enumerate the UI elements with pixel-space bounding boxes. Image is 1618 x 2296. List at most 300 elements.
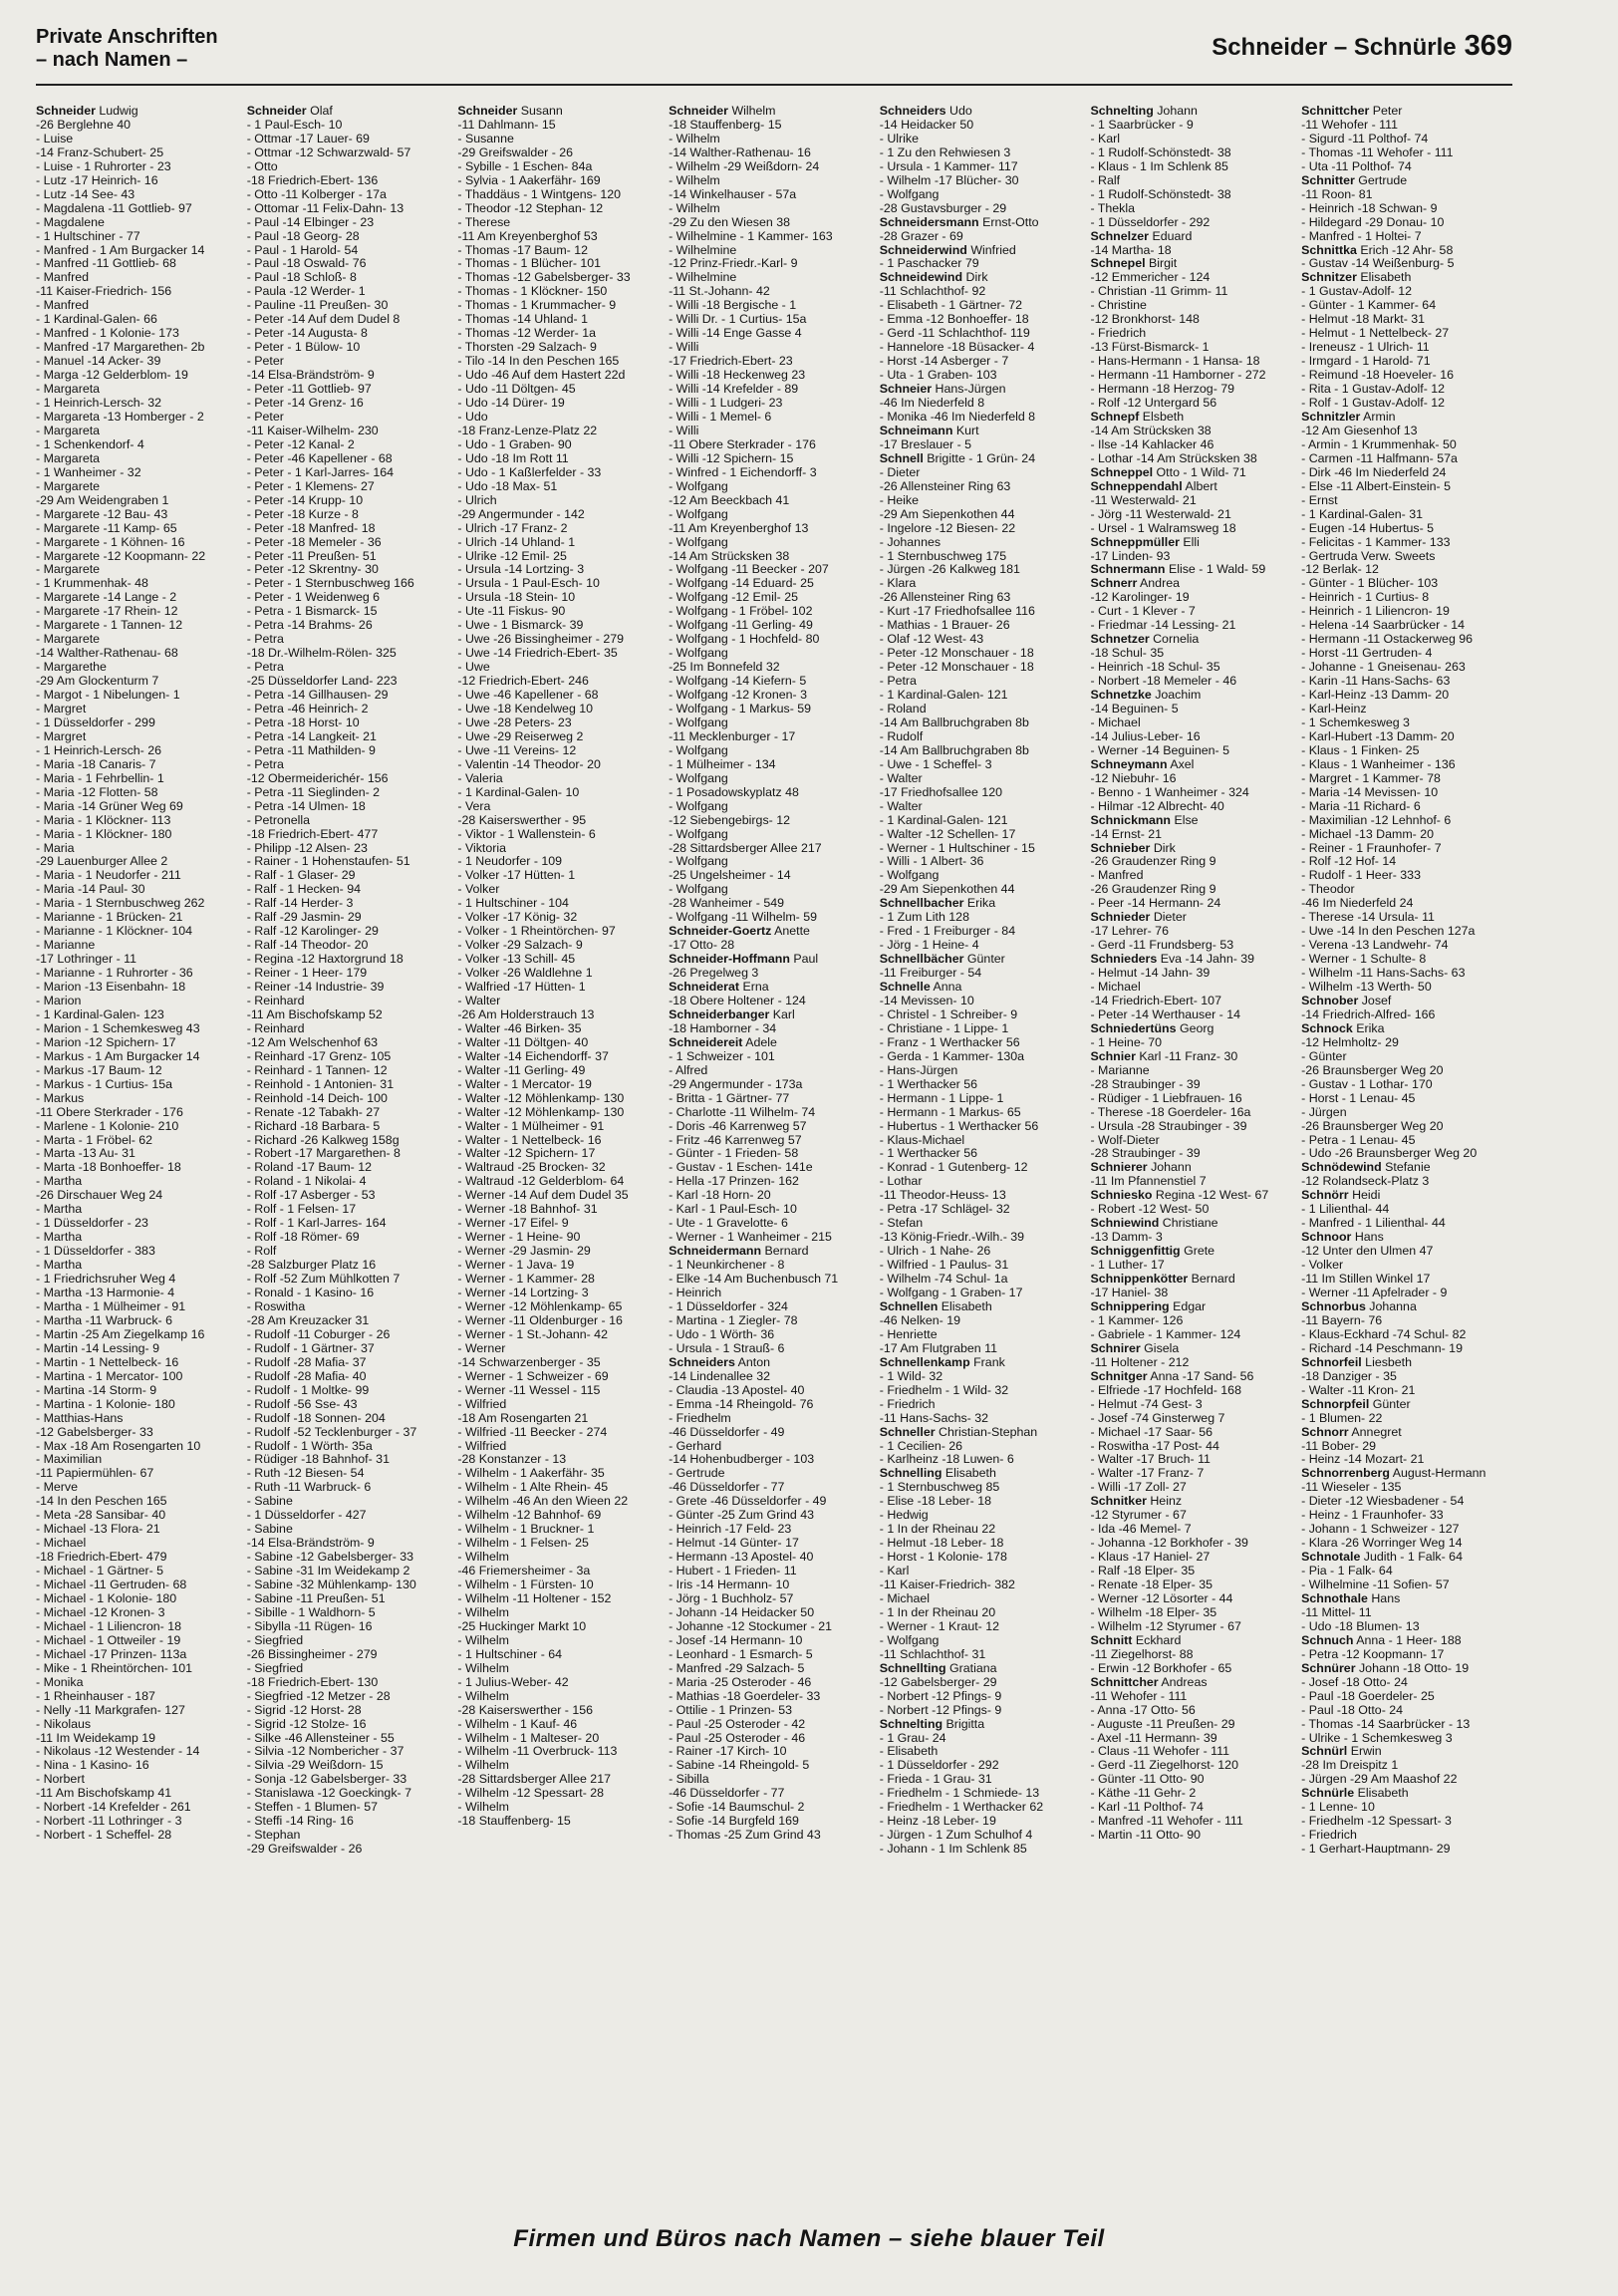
- listing-line: - Thomas -14 Saarbrücker - 13: [1301, 1716, 1471, 1731]
- listing-line: - Michael - 1 Ottweiler - 19: [36, 1632, 181, 1647]
- listing-line: - Hermann -18 Herzog- 79: [1090, 382, 1235, 397]
- listing-line: - Margarete: [36, 632, 101, 647]
- listing-line: - 1 In der Rheinau 22: [879, 1522, 996, 1537]
- surname: Schneider: [669, 105, 728, 118]
- listing-line: - Wolfgang - 1 Markus- 59: [669, 701, 812, 716]
- listing-line: - Silvia -29 Weißdorn- 15: [246, 1758, 384, 1773]
- listing-line: - Rudolf -28 Mafia- 37: [246, 1354, 367, 1369]
- first-name: Dirk: [965, 270, 988, 285]
- listing-line: - Charlotte -11 Wilhelm- 74: [669, 1104, 816, 1119]
- listing-line: - Dieter: [879, 464, 921, 479]
- listing-line: -29 Angermunder - 142: [457, 506, 585, 521]
- listing-line: - Auguste -11 Preußen- 29: [1090, 1716, 1235, 1731]
- listing-line: - Petra -14 Langkeit- 21: [246, 728, 377, 743]
- first-name: Christian-Stephan: [939, 1424, 1038, 1439]
- surname: Schnitt: [1090, 1632, 1133, 1647]
- first-name: Elisabeth: [944, 1466, 996, 1481]
- first-name: Johanna: [1369, 1298, 1417, 1313]
- first-name: Else: [1174, 812, 1199, 827]
- surname-entry: [1301, 1161, 1512, 1175]
- listing-line: - Wilfried -11 Beecker - 274: [457, 1424, 608, 1439]
- surname-entry: [1301, 1745, 1512, 1759]
- listing-line: - Wilfried: [457, 1438, 507, 1453]
- surname-entry: [1090, 1189, 1301, 1203]
- listing-line: - Werner -12 Möhlenkamp- 65: [457, 1298, 623, 1313]
- listing-line: - Marlene - 1 Kolonie- 210: [36, 1118, 179, 1133]
- listing-line: - Wilhelmine: [669, 242, 737, 257]
- surname-entry: [1090, 1217, 1301, 1231]
- listing-line: - Uwe -29 Reiserweg 2: [457, 728, 584, 743]
- listing-line: -28 Straubinger - 39: [1090, 1076, 1201, 1091]
- listing-line: - 1 Sternbuschweg 175: [879, 548, 1007, 563]
- listing-line: - Lutz -17 Heinrich- 16: [36, 172, 158, 187]
- listing-line: - Dieter -12 Wiesbadener - 54: [1301, 1494, 1465, 1509]
- surname: Schniggenfittig: [1090, 1244, 1181, 1259]
- listing-line: - Friedrich: [879, 1396, 936, 1411]
- listing-line: - Karl -11 Polthof- 74: [1090, 1800, 1204, 1815]
- listing-line: -12 Am Beeckbach 41: [669, 492, 790, 507]
- surname: Schnell: [879, 450, 924, 465]
- surname: Schnelting: [1090, 105, 1154, 118]
- listing-line: -14 Walther-Rathenau- 68: [36, 646, 178, 661]
- listing-line: - Ernst: [1301, 492, 1338, 507]
- listing-line: - Fred - 1 Freiburger - 84: [879, 924, 1016, 939]
- listing-line: -18 Franz-Lenze-Platz 22: [457, 423, 598, 437]
- listing-line: - Rudolf -52 Tecklenburger - 37: [246, 1424, 417, 1439]
- listing-line: - Helena -14 Saarbrücker - 14: [1301, 618, 1466, 633]
- page-range-heading: [1212, 30, 1512, 63]
- listing-line: - Jürgen -26 Kalkweg 181: [879, 562, 1020, 577]
- listing-line: - 1 Düsseldorfer - 292: [879, 1758, 999, 1773]
- listing-line: - Ireneusz - 1 Ulrich- 11: [1301, 340, 1430, 355]
- listing-line: - Karl-Hubert -13 Damm- 20: [1301, 728, 1455, 743]
- surname-entry: [1090, 1634, 1301, 1648]
- surname: Schnürle: [1301, 1786, 1355, 1801]
- listing-line: - Werner -14 Auf dem Dudel 35: [457, 1188, 629, 1203]
- listing-line: - Olaf -12 West- 43: [879, 632, 984, 647]
- listing-line: - 1 Saarbrücker - 9: [1090, 117, 1194, 132]
- surname-entry: [1301, 1398, 1512, 1412]
- listing-line: - Therese -14 Ursula- 11: [1301, 910, 1435, 925]
- listing-line: -28 Kaiserswerther - 95: [457, 812, 587, 827]
- listing-line: - Walter -11 Döltgen- 40: [457, 1034, 589, 1049]
- listing-line: - Wolfgang - 1 Fröbel- 102: [669, 604, 813, 619]
- listing-line: - Norbert -12 Pfings- 9: [879, 1688, 1002, 1703]
- listing-line: - Christel - 1 Schreiber- 9: [879, 1006, 1018, 1021]
- listing-line: - Karin -11 Hans-Sachs- 63: [1301, 674, 1451, 689]
- listing-line: - Wilhelm -46 An den Wieen 22: [457, 1494, 629, 1509]
- first-name: Elisabeth: [941, 1298, 992, 1313]
- listing-line: - Pia - 1 Falk- 64: [1301, 1564, 1393, 1578]
- listing-line: - Wilhelmine - 1 Kammer- 163: [669, 228, 833, 243]
- listing-line: - Klara -26 Worringer Weg 14: [1301, 1536, 1463, 1551]
- first-name: Dieter: [1153, 910, 1187, 925]
- listing-line: - Michael - 1 Gärtner- 5: [36, 1564, 164, 1578]
- listing-line: - Reiner -14 Industrie- 39: [246, 980, 385, 995]
- listing-line: - Wilhelm - 1 Felsen- 25: [457, 1536, 589, 1551]
- directory-column-4: [669, 105, 880, 2217]
- listing-line: - Mathias -18 Goerdeler- 33: [669, 1688, 821, 1703]
- listing-line: - Marta - 1 Fröbel- 62: [36, 1132, 153, 1147]
- listing-line: - Maria - 1 Sternbuschweg 262: [36, 896, 205, 911]
- listing-line: - Manfred -29 Salzach- 5: [669, 1660, 805, 1675]
- listing-line: - 1 Düsseldorfer - 23: [36, 1216, 148, 1231]
- listing-line: - Peter -18 Manfred- 18: [246, 520, 376, 535]
- first-name: Andreas: [1161, 1674, 1208, 1689]
- first-name: Dirk: [1153, 840, 1176, 855]
- listing-line: -12 Siebengebirgs- 12: [669, 812, 790, 827]
- listing-line: - Udo: [457, 409, 488, 424]
- listing-line: - 1 Schenkendorf- 4: [36, 436, 144, 451]
- surname: Schneidereit: [669, 1034, 743, 1049]
- listing-line: - Uwe -11 Vereins- 12: [457, 742, 577, 757]
- listing-line: - Richard -14 Peschmann- 19: [1301, 1340, 1463, 1355]
- listing-line: - Wilhelm: [457, 1660, 510, 1675]
- listing-line: - Heinz -14 Mozart- 21: [1301, 1452, 1425, 1467]
- listing-line: - 1 Schemkesweg 3: [1301, 715, 1410, 729]
- listing-line: -14 Julius-Leber- 16: [1090, 728, 1201, 743]
- listing-line: - Jörg - 1 Buchholz- 57: [669, 1590, 794, 1605]
- first-name: Otto - 1 Wild- 71: [1156, 464, 1246, 479]
- listing-line: -12 Prinz-Friedr.-Karl- 9: [669, 256, 798, 271]
- listing-line: - Willi Dr. - 1 Curtius- 15a: [669, 312, 807, 327]
- listing-line: - Wilhelm -13 Werth- 50: [1301, 980, 1432, 995]
- listing-line: -11 Im Weidekamp 19: [36, 1730, 156, 1745]
- listing-line: - Jürgen -29 Am Maashof 22: [1301, 1772, 1458, 1787]
- listing-line: - Manuel -14 Acker- 39: [36, 354, 161, 369]
- listing-line: - Gertrude: [669, 1466, 725, 1481]
- listing-line: - Martha: [36, 1202, 83, 1217]
- surname: Schnorpfeil: [1301, 1396, 1370, 1411]
- first-name: Eckhard: [1135, 1632, 1182, 1647]
- listing-line: - Maria -25 Osteroder - 46: [669, 1674, 812, 1689]
- listing-line: -29 Greifswalder - 26: [457, 144, 574, 159]
- listing-line: - Volker: [1301, 1258, 1344, 1273]
- listing-line: -13 König-Friedr.-Wilh.- 39: [879, 1230, 1025, 1245]
- listing-line: - Sigrid -12 Stolze- 16: [246, 1716, 367, 1731]
- listing-line: -28 Gustavsburger - 29: [879, 200, 1007, 215]
- listing-line: - 1 Zum Lith 128: [879, 910, 969, 925]
- listing-line: - Wilhelm - 1 Kauf- 46: [457, 1716, 578, 1731]
- surname: Schneiderat: [669, 980, 739, 995]
- listing-line: -11 Obere Sterkrader - 176: [669, 436, 816, 451]
- listing-line: - Wilhelm - 1 Fürsten- 10: [457, 1578, 594, 1592]
- listing-line: - Rudolf - 1 Heer- 333: [1301, 868, 1421, 883]
- listing-line: - Reinhold - 1 Antonien- 31: [246, 1076, 395, 1091]
- listing-line: -26 Dirschauer Weg 24: [36, 1188, 163, 1203]
- listing-line: - Wolfgang -14 Kiefern- 5: [669, 674, 807, 689]
- listing-line: - Verena -13 Landwehr- 74: [1301, 938, 1449, 953]
- listing-line: - Claudia -13 Apostel- 40: [669, 1382, 805, 1397]
- listing-line: - Wilhelm - 1 Alte Rhein- 45: [457, 1480, 609, 1495]
- listing-line: -14 In den Peschen 165: [36, 1494, 167, 1509]
- listing-line: - Heinrich -17 Feld- 23: [669, 1522, 792, 1537]
- listing-line: - Wilhelmine: [669, 270, 737, 285]
- directory-column-6: [1090, 105, 1301, 2217]
- first-name: Anna - 1 Heer- 188: [1356, 1632, 1462, 1647]
- listing-line: - 1 Hultschiner - 64: [457, 1646, 563, 1661]
- surname: Schnitzler: [1301, 409, 1361, 424]
- listing-line: - Petra: [879, 674, 917, 689]
- listing-line: -18 Am Rosengarten 21: [457, 1410, 589, 1425]
- listing-line: - Marianne - 1 Brücken- 21: [36, 910, 183, 925]
- first-name: Ludwig: [99, 105, 138, 118]
- listing-line: - Friedhelm - 1 Wild- 32: [879, 1382, 1009, 1397]
- listing-line: - Wilhelm: [669, 172, 720, 187]
- listing-line: - Ulrich - 1 Nahe- 26: [879, 1244, 991, 1259]
- surname: Schnelle: [879, 980, 931, 995]
- surname: Schneppmüller: [1090, 534, 1180, 549]
- listing-line: - Marion -13 Eisenbahn- 18: [36, 980, 186, 995]
- first-name: Karl: [772, 1006, 795, 1021]
- surname: Schneider: [246, 105, 307, 118]
- listing-line: - Christiane - 1 Lippe- 1: [879, 1020, 1009, 1035]
- listing-line: - Sibylla -11 Rügen- 16: [246, 1618, 373, 1633]
- listing-line: - Paul -25 Osteroder - 42: [669, 1716, 806, 1731]
- surname-entry: [1090, 257, 1301, 271]
- listing-line: - Werner - 1 Schweizer - 69: [457, 1368, 609, 1383]
- listing-line: - Friedmar -14 Lessing- 21: [1090, 618, 1236, 633]
- listing-line: - Roland - 1 Nikolai- 4: [246, 1174, 367, 1189]
- listing-line: - Marga -12 Gelderblom- 19: [36, 368, 188, 383]
- listing-line: - Peter: [246, 409, 284, 424]
- listing-line: - Peter -14 Grenz- 16: [246, 396, 364, 411]
- first-name: Ernst-Otto: [982, 214, 1039, 229]
- surname-entry: [1090, 1300, 1301, 1314]
- surname-entry: [669, 1356, 880, 1370]
- listing-line: - 1 Paul-Esch- 10: [246, 117, 343, 132]
- surname-entry: [1301, 271, 1512, 285]
- listing-line: - Grete -46 Düsseldorfer - 49: [669, 1494, 827, 1509]
- listing-line: - Maria -14 Paul- 30: [36, 882, 145, 897]
- listing-line: -26 Allensteiner Ring 63: [879, 478, 1011, 493]
- listing-line: - Thomas -11 Wehofer - 111: [1301, 144, 1454, 159]
- listing-line: - Walter -17 Bruch- 11: [1090, 1452, 1211, 1467]
- listing-line: - Hella -17 Prinzen- 162: [669, 1174, 799, 1189]
- listing-line: - Klaus-Michael: [879, 1132, 965, 1147]
- listing-line: - Ilse -14 Kahlacker 46: [1090, 436, 1214, 451]
- listing-line: - Werner -11 Oldenburger - 16: [457, 1312, 623, 1327]
- surname-entry: [669, 981, 880, 995]
- listing-line: -12 Rolandseck-Platz 3: [1301, 1174, 1430, 1189]
- listing-line: - Nikolaus -12 Westender - 14: [36, 1744, 200, 1759]
- surname: Schnorbus: [1301, 1298, 1366, 1313]
- listing-line: - Werner - 1 Heine- 90: [457, 1230, 581, 1245]
- listing-line: - Anna -17 Otto- 56: [1090, 1702, 1196, 1717]
- listing-line: -11 Kaiser-Friedrich- 156: [36, 284, 172, 299]
- listing-line: - Ralf -14 Theodor- 20: [246, 938, 369, 953]
- listing-line: - Werner - 1 Kammer- 28: [457, 1272, 595, 1287]
- listing-line: - 1 Sternbuschweg 85: [879, 1480, 1000, 1495]
- listing-line: - Wilhelm - 1 Aakerfähr- 35: [457, 1466, 605, 1481]
- listing-line: - 1 Düsseldorfer - 427: [246, 1508, 367, 1523]
- listing-line: - Ottmar -12 Schwarzwald- 57: [246, 144, 411, 159]
- listing-line: - Margarete -11 Kamp- 65: [36, 520, 177, 535]
- listing-line: - Sabine -31 Im Weidekamp 2: [246, 1564, 410, 1578]
- listing-line: - Lothar -14 Am Strücksken 38: [1090, 450, 1257, 465]
- listing-line: - Uwe -18 Kendelweg 10: [457, 701, 594, 716]
- first-name: Christiane: [1162, 1216, 1218, 1231]
- listing-line: -14 Walther-Rathenau- 16: [669, 144, 811, 159]
- surname-entry: [880, 1356, 1091, 1370]
- listing-line: -46 Friemersheimer - 3a: [457, 1564, 591, 1578]
- listing-line: - Martin - 1 Nettelbeck- 16: [36, 1354, 179, 1369]
- listing-line: - 1 In der Rheinau 20: [879, 1604, 996, 1619]
- listing-line: - Richard -26 Kalkweg 158g: [246, 1132, 400, 1147]
- listing-line: - Karlheinz -18 Luwen- 6: [879, 1452, 1014, 1467]
- listing-line: - Heinrich -18 Schul- 35: [1090, 660, 1220, 675]
- first-name: Olaf: [310, 105, 333, 118]
- listing-line: -29 Am Siepenkothen 44: [879, 882, 1015, 897]
- listing-line: - 1 Rudolf-Schönstedt- 38: [1090, 144, 1231, 159]
- listing-line: -12 Obermeiderichér- 156: [246, 770, 389, 785]
- surname-entry: [669, 1008, 880, 1022]
- listing-line: -11 Freiburger - 54: [879, 966, 982, 981]
- listing-line: - Peter - 1 Weidenweg 6: [246, 590, 381, 605]
- listing-line: - 1 Mülheimer - 134: [669, 756, 776, 771]
- listing-line: - Wolfgang: [669, 742, 728, 757]
- listing-line: - Manfred: [36, 270, 90, 285]
- surname: Schnödewind: [1301, 1160, 1382, 1175]
- listing-line: - Werner - 1 Hultschiner - 15: [879, 840, 1035, 855]
- listing-line: - Horst -14 Asberger - 7: [879, 354, 1009, 369]
- listing-line: - Therese: [457, 214, 511, 229]
- surname-entry: [669, 925, 880, 939]
- first-name: Anna -17 Sand- 56: [1150, 1368, 1254, 1383]
- surname: Schnellbächer: [879, 952, 964, 967]
- first-name: Eva -14 Jahn- 39: [1160, 952, 1255, 967]
- listing-line: - Peter -11 Gottlieb- 97: [246, 382, 372, 397]
- surname-entry: [1090, 230, 1301, 244]
- listing-line: - Manfred - 1 Lilienthal- 44: [1301, 1216, 1446, 1231]
- listing-line: - Sybille - 1 Eschen- 84a: [457, 158, 593, 173]
- surname-entry: [880, 1300, 1091, 1314]
- listing-line: -11 Schlachthof- 92: [879, 284, 986, 299]
- listing-line: - Reimund -18 Hoeveler- 16: [1301, 368, 1455, 383]
- listing-line: - Peter -46 Kapellener - 68: [246, 450, 393, 465]
- listing-line: - Ulrich -14 Uhland- 1: [457, 534, 576, 549]
- listing-line: -11 Bayern- 76: [1301, 1312, 1383, 1327]
- listing-line: - Maria -18 Canaris- 7: [36, 756, 156, 771]
- listing-line: - Markus - 1 Curtius- 15a: [36, 1076, 173, 1091]
- listing-line: - Wilhelm -11 Hans-Sachs- 63: [1301, 966, 1466, 981]
- listing-line: - Petra: [246, 632, 284, 647]
- listing-line: - Valeria: [457, 770, 503, 785]
- listing-line: - Petra -11 Mathilden- 9: [246, 742, 376, 757]
- listing-line: - Martha: [36, 1174, 83, 1189]
- listing-line: - Ulrike -12 Emil- 25: [457, 548, 567, 563]
- listing-line: - Wilhelm -12 Bahnhof- 69: [457, 1508, 602, 1523]
- surname: Schnepf: [1090, 409, 1140, 424]
- listing-line: - Reinhard - 1 Tannen- 12: [246, 1062, 388, 1077]
- listing-line: - Wilhelm -18 Elper- 35: [1090, 1604, 1217, 1619]
- listing-line: -14 Friedrich-Ebert- 107: [1090, 994, 1221, 1007]
- listing-line: -28 Im Dreispitz 1: [1301, 1758, 1399, 1773]
- first-name: Paul: [793, 952, 819, 967]
- listing-line: - 1 Gerhart-Hauptmann- 29: [1301, 1842, 1451, 1857]
- listing-line: - Lutz -14 See- 43: [36, 186, 135, 201]
- surname-entry: [1301, 1787, 1512, 1801]
- listing-line: -18 Friedrich-Ebert- 477: [246, 826, 379, 841]
- listing-line: -46 Düsseldorfer - 77: [669, 1786, 785, 1801]
- listing-line: - Ralf -18 Elper- 35: [1090, 1564, 1196, 1578]
- surname-entry: [669, 1036, 880, 1050]
- listing-line: - Sofie -14 Baumschul- 2: [669, 1800, 805, 1815]
- listing-line: - Richard -18 Barbara- 5: [246, 1118, 381, 1133]
- listing-line: - Karl: [879, 1564, 910, 1578]
- listing-line: - Petra -12 Koopmann- 17: [1301, 1646, 1445, 1661]
- listing-line: - 1 Kardinal-Galen- 10: [457, 784, 580, 799]
- listing-line: - Margareta: [36, 423, 101, 437]
- listing-line: - Viktoria: [457, 840, 507, 855]
- listing-line: - Britta - 1 Gärtner- 77: [669, 1090, 790, 1105]
- listing-line: - Elise -18 Leber- 18: [879, 1494, 992, 1509]
- listing-line: - Werner -14 Beguinen- 5: [1090, 742, 1230, 757]
- listing-line: - Walter - 1 Mercator- 19: [457, 1076, 592, 1091]
- first-name: Gratiana: [948, 1660, 997, 1675]
- first-name: Günter: [1372, 1396, 1411, 1411]
- first-name: Liesbeth: [1365, 1354, 1413, 1369]
- listing-line: - Steffen - 1 Blumen- 57: [246, 1800, 379, 1815]
- surname: Schnellting: [879, 1660, 946, 1675]
- listing-line: - Rainer -17 Kirch- 10: [669, 1744, 787, 1759]
- listing-line: - Maria -14 Grüner Weg 69: [36, 798, 183, 813]
- listing-line: -46 Im Niederfeld 24: [1301, 896, 1414, 911]
- listing-line: -28 Am Kreuzacker 31: [246, 1312, 370, 1327]
- listing-line: -14 Heidacker 50: [879, 117, 974, 132]
- listing-line: - Wolfgang -14 Eduard- 25: [669, 576, 814, 591]
- surname-entry: [1301, 1189, 1512, 1203]
- listing-line: - Willi -14 Enge Gasse 4: [669, 326, 802, 341]
- listing-line: - Wilhelm: [457, 1688, 510, 1703]
- listing-line: - Ida -46 Memel- 7: [1090, 1522, 1192, 1537]
- listing-line: - Josef -18 Otto- 24: [1301, 1674, 1408, 1689]
- listing-line: -11 Kaiser-Wilhelm- 230: [246, 423, 379, 437]
- listing-line: - 1 Kardinal-Galen- 66: [36, 312, 157, 327]
- listing-line: - Werner - 1 Wanheimer - 215: [669, 1230, 832, 1245]
- surname-entry: [1090, 814, 1301, 828]
- surname: Schnittcher: [1090, 1674, 1159, 1689]
- surname: Schnörr: [1301, 1188, 1349, 1203]
- listing-line: - Werner - 1 Schulte- 8: [1301, 952, 1427, 967]
- listing-line: - Konrad - 1 Gutenberg- 12: [879, 1160, 1028, 1175]
- first-name: Armin: [1363, 409, 1396, 424]
- listing-line: -11 Dahlmann- 15: [457, 117, 556, 132]
- listing-line: - Karl: [1090, 131, 1121, 145]
- first-name: Bernard: [1191, 1272, 1235, 1287]
- listing-line: - Stefan: [879, 1216, 924, 1231]
- listing-line: - Werner: [457, 1340, 506, 1355]
- listing-line: - Peter -14 Krupp- 10: [246, 492, 364, 507]
- listing-line: - Peter - 1 Klemens- 27: [246, 478, 375, 493]
- listing-line: - Maria -11 Richard- 6: [1301, 798, 1421, 813]
- listing-line: - Henriette: [879, 1326, 938, 1341]
- listing-line: - Norbert: [36, 1772, 85, 1787]
- first-name: Brigitta: [945, 1716, 985, 1731]
- first-name: Adele: [745, 1034, 777, 1049]
- listing-line: - Maximilian: [36, 1452, 103, 1467]
- listing-line: -13 Fürst-Bismarck- 1: [1090, 340, 1210, 355]
- listing-line: - Walter: [879, 770, 923, 785]
- listing-line: - Roswitha: [246, 1298, 306, 1313]
- listing-line: - Renate -12 Tabakh- 27: [246, 1104, 381, 1119]
- listing-line: - Ottilie - 1 Prinzen- 53: [669, 1702, 793, 1717]
- listing-line: - Heike: [879, 492, 919, 507]
- listing-line: - 1 Julius-Weber- 42: [457, 1674, 569, 1689]
- listing-line: -12 Gabelsberger- 33: [36, 1424, 153, 1439]
- listing-line: - Udo -18 Max- 51: [457, 478, 558, 493]
- listing-line: - Merve: [36, 1480, 78, 1495]
